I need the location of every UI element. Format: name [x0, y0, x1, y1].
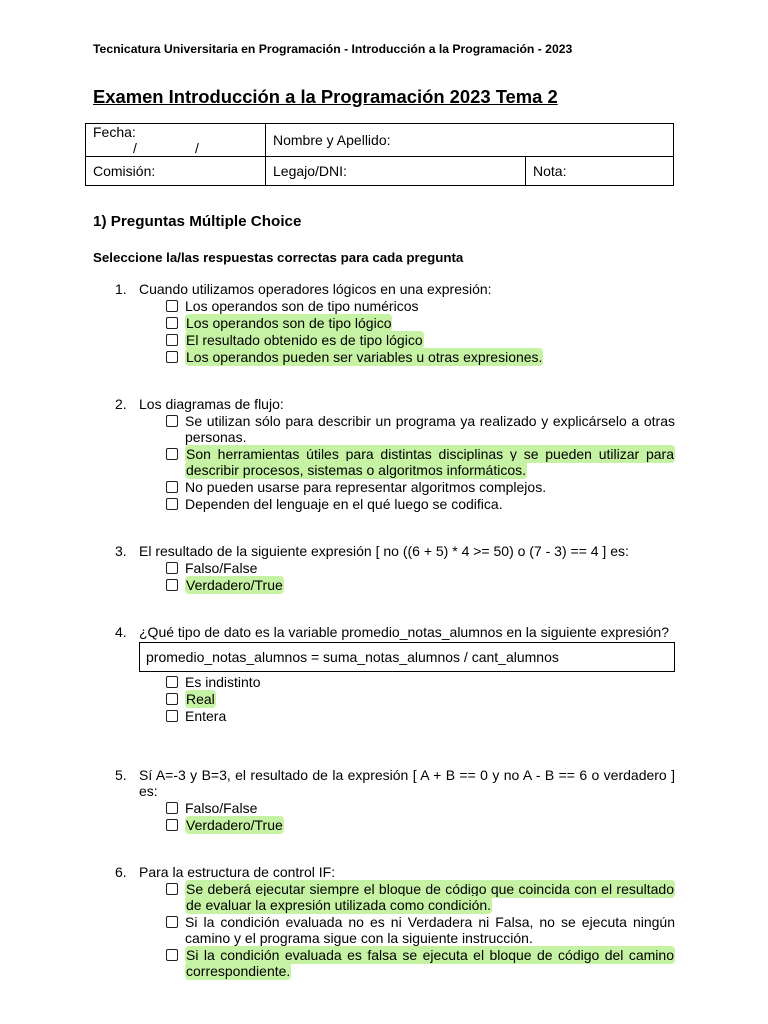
options-list: [165, 674, 675, 724]
question-text: ¿Qué tipo de dato es la variable promedio_notas_alumnos en la siguiente expresión?: [139, 624, 670, 640]
option-item[interactable]: [165, 496, 675, 512]
option-text: Es indistinto: [185, 674, 261, 690]
checkbox[interactable]: [166, 300, 178, 312]
option-text: No pueden usarse para representar algoritmos complejos.: [185, 479, 547, 495]
option-text-highlighted: Se deberá ejecutar siempre el bloque de código que coincida con el resultado de evaluar la expresión utilizada como condición.: [186, 881, 674, 913]
nota-label: Nota:: [533, 163, 567, 179]
section-title: 1) Preguntas Múltiple Choice: [93, 213, 302, 230]
comision-label: Comisión:: [93, 163, 156, 179]
checkbox[interactable]: [166, 819, 178, 831]
checkbox[interactable]: [166, 949, 178, 961]
section-instruction: Seleccione la/las respuestas correctas para cada pregunta: [93, 250, 464, 265]
checkbox[interactable]: [166, 802, 178, 814]
checkbox[interactable]: [166, 481, 178, 493]
option-item[interactable]: [165, 349, 675, 365]
option-text: Se utilizan sólo para describir un programa ya realizado y explicárselo a otras personas.: [185, 413, 675, 445]
option-text-highlighted: Verdadero/True: [186, 577, 283, 593]
question-text: Para la estructura de control IF:: [139, 864, 336, 880]
question-text: Los diagramas de flujo:: [139, 396, 284, 412]
option-text-highlighted: El resultado obtenido es de tipo lógico: [186, 332, 423, 348]
options-list: [165, 881, 675, 979]
legajo-field[interactable]: [266, 157, 526, 186]
question-number: 5.: [115, 767, 127, 783]
option-item[interactable]: [165, 881, 675, 913]
option-text-highlighted: Si la condición evaluada es falsa se ejecuta el bloque de código del camino correspondiente.: [186, 947, 674, 979]
checkbox[interactable]: [166, 317, 178, 329]
option-item[interactable]: [165, 800, 675, 816]
fecha-separator-2: /: [195, 140, 199, 156]
question-text: Sí A=-3 y B=3, el resultado de la expresión [ A + B == 0 y no A - B == 6 o verdadero ] es:: [139, 767, 675, 799]
option-text: Si la condición evaluada no es ni Verdadera ni Falsa, no se ejecuta ningún camino y el programa sigue con la siguiente instrucción.: [185, 914, 675, 946]
question-text: El resultado de la siguiente expresión [ no ((6 + 5) * 4 >= 50) o (7 - 3) == 4 ] es:: [139, 543, 629, 559]
question-number: 4.: [115, 624, 127, 640]
legajo-label: Legajo/DNI:: [273, 163, 347, 179]
option-item[interactable]: [165, 947, 675, 979]
options-list: [165, 413, 675, 512]
option-item[interactable]: [165, 315, 675, 331]
option-item[interactable]: [165, 691, 675, 707]
checkbox[interactable]: [166, 676, 178, 688]
option-item[interactable]: [165, 914, 675, 946]
question-4: [115, 624, 675, 725]
options-list: [165, 560, 675, 593]
option-item[interactable]: [165, 577, 675, 593]
checkbox[interactable]: [166, 334, 178, 346]
question-text: Cuando utilizamos operadores lógicos en una expresión:: [139, 281, 492, 297]
option-text-highlighted: Son herramientas útiles para distintas disciplinas y se pueden utilizar para describir procesos, sistemas o algoritmos informáticos.: [186, 446, 674, 478]
option-item[interactable]: [165, 446, 675, 478]
question-6: [115, 864, 675, 980]
checkbox[interactable]: [166, 710, 178, 722]
option-item[interactable]: [165, 708, 675, 724]
option-text: Los operandos son de tipo numéricos: [185, 298, 419, 314]
question-2: [115, 396, 675, 513]
question-5: [115, 767, 675, 834]
student-info-table: [85, 123, 674, 186]
nombre-field[interactable]: [266, 124, 674, 157]
question-number: 3.: [115, 543, 127, 559]
checkbox[interactable]: [166, 693, 178, 705]
question-number: 2.: [115, 396, 127, 412]
checkbox[interactable]: [166, 916, 178, 928]
fecha-field[interactable]: [86, 124, 266, 157]
option-item[interactable]: [165, 560, 675, 576]
option-text: Falso/False: [185, 560, 258, 576]
option-text: Falso/False: [185, 800, 258, 816]
checkbox[interactable]: [166, 562, 178, 574]
option-text: Entera: [185, 708, 227, 724]
option-text: Dependen del lenguaje en el qué luego se codifica.: [185, 496, 503, 512]
checkbox[interactable]: [166, 498, 178, 510]
question-3: [115, 543, 675, 594]
checkbox[interactable]: [166, 351, 178, 363]
checkbox[interactable]: [166, 448, 178, 460]
nota-field[interactable]: [526, 157, 674, 186]
question-number: 6.: [115, 864, 127, 880]
option-item[interactable]: [165, 674, 675, 690]
nombre-label: Nombre y Apellido:: [273, 132, 391, 148]
exam-title: Examen Introducción a la Programación 2023 Tema 2: [93, 86, 558, 107]
fecha-separators: [109, 140, 231, 156]
option-text-highlighted: Verdadero/True: [186, 817, 283, 833]
options-list: [165, 298, 675, 365]
fecha-label: Fecha:: [93, 124, 136, 140]
checkbox[interactable]: [166, 415, 178, 427]
fecha-separator-1: /: [133, 140, 137, 156]
question-number: 1.: [115, 281, 127, 297]
option-item[interactable]: [165, 817, 675, 833]
option-text-highlighted: Los operandos pueden ser variables u otras expresiones.: [186, 349, 543, 365]
checkbox[interactable]: [166, 579, 178, 591]
option-item[interactable]: [165, 413, 675, 445]
code-expression-box: promedio_notas_alumnos = suma_notas_alumnos / cant_alumnos: [139, 642, 675, 672]
comision-field[interactable]: [86, 157, 266, 186]
option-item[interactable]: [165, 479, 675, 495]
option-text-highlighted: Real: [186, 691, 215, 707]
option-text-highlighted: Los operandos son de tipo lógico: [186, 315, 392, 331]
checkbox[interactable]: [166, 883, 178, 895]
option-item[interactable]: [165, 298, 675, 314]
options-list: [165, 800, 675, 833]
course-header: Tecnicatura Universitaria en Programación - Introducción a la Programación - 2023: [93, 42, 573, 56]
question-1: [115, 281, 675, 366]
option-item[interactable]: [165, 332, 675, 348]
